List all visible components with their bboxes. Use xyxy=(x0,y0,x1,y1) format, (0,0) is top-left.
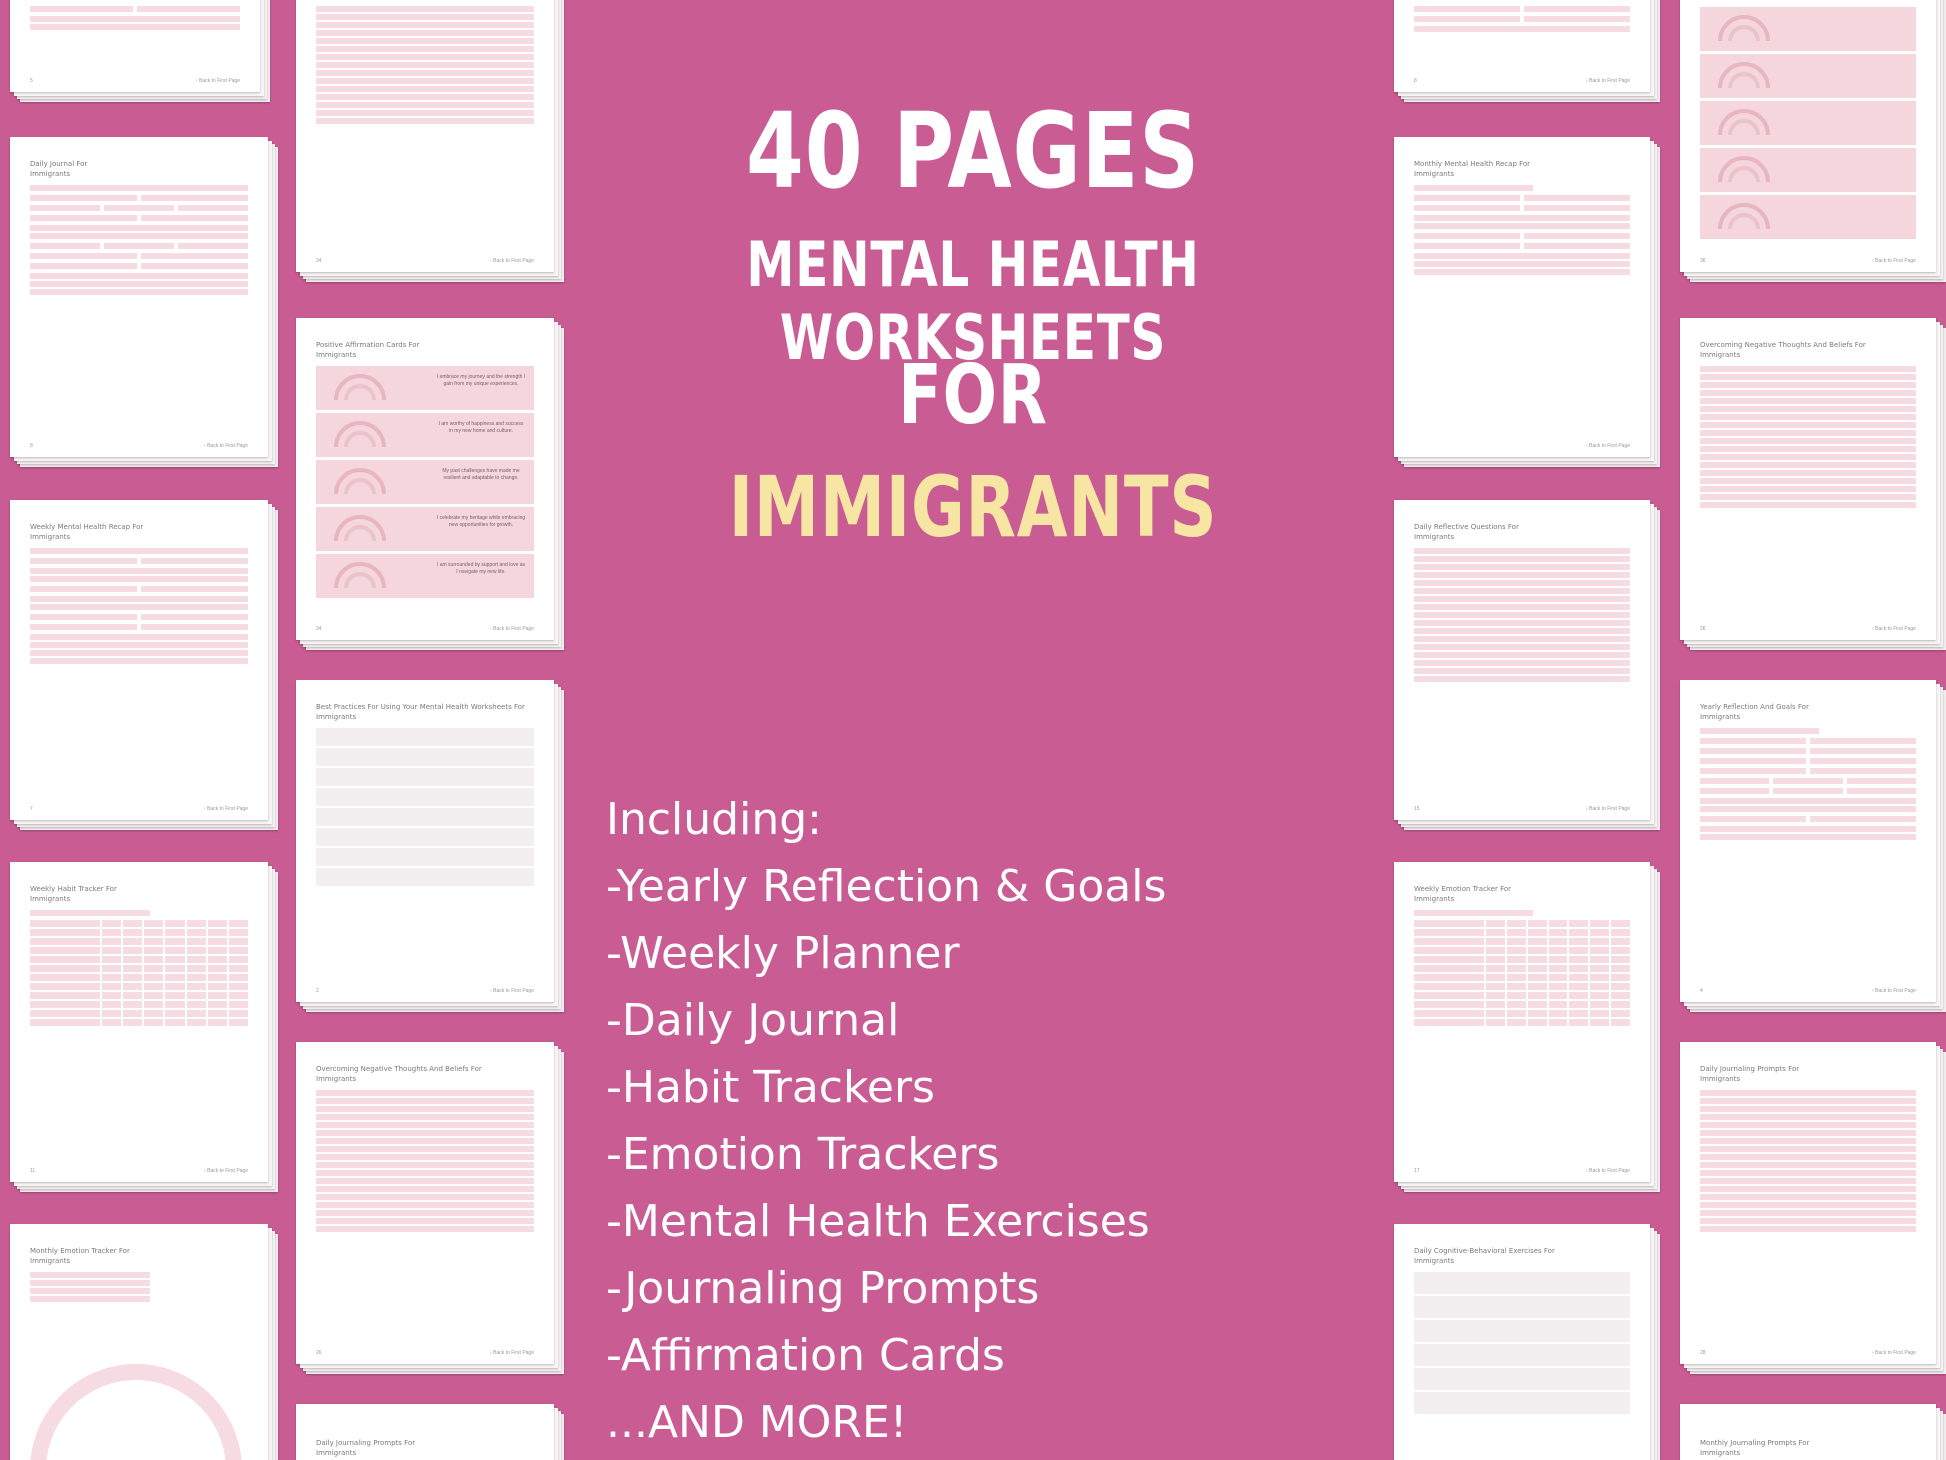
rainbow-icon xyxy=(334,562,386,614)
worksheet-title: Weekly Habit Tracker For Immigrants xyxy=(30,885,117,903)
worksheet-title: Daily Journal For Immigrants xyxy=(30,160,88,178)
worksheet-title: Daily Journaling Prompts For Immigrants xyxy=(1700,1065,1800,1083)
journaling-prompts-page xyxy=(296,1404,554,1460)
worksheet-stack xyxy=(1680,0,1936,272)
worksheet-stack xyxy=(296,1042,554,1364)
emotion-grid xyxy=(1414,920,1630,1026)
weekly-emotion-tracker-page: Weekly Emotion Tracker For Immigrants 17 ‹ Back to First Page xyxy=(1394,862,1650,1182)
list-item: -Emotion Trackers xyxy=(606,1129,1000,1180)
list-item: -Weekly Planner xyxy=(606,928,960,979)
for-label: FOR xyxy=(898,348,1048,443)
worksheet-title: Daily Cognitive-Behavioral Exercises For Immigrants xyxy=(1414,1247,1555,1265)
worksheet-stack xyxy=(1680,1042,1936,1364)
affirmation-card xyxy=(1700,148,1916,192)
list-item: -Journaling Prompts xyxy=(606,1263,1040,1314)
worksheet-stack xyxy=(1680,318,1936,640)
worksheet-stack xyxy=(10,1224,268,1460)
affirmation-card: I celebrate my heritage while embracing new opportunities for growth. xyxy=(316,507,534,551)
worksheet-title: Monthly Emotion Tracker For Immigrants xyxy=(30,1247,130,1265)
list-item: -Habit Trackers xyxy=(606,1062,935,1113)
affirmation-card xyxy=(1700,101,1916,145)
worksheet-stack xyxy=(296,680,554,1002)
affirmation-cards-page: 36 ‹ Back to First Page xyxy=(1680,0,1936,272)
worksheet-title: Positive Affirmation Cards For Immigrants xyxy=(316,341,420,359)
cbt-exercises-page xyxy=(1394,1224,1650,1460)
list-item: -Mental Health Exercises xyxy=(606,1196,1150,1247)
best-practices-page: Best Practices For Using Your Mental Health Worksheets For Immigrants 2 ‹ Back to First Page xyxy=(296,680,554,1002)
worksheet-page: 5 ‹ Back to First Page xyxy=(10,0,260,92)
includes-heading: Including: xyxy=(606,794,822,845)
worksheet-title: Daily Reflective Questions For Immigrants xyxy=(1414,523,1519,541)
affirmation-card: I am worthy of happiness and success in my new home and culture. xyxy=(316,413,534,457)
affirmation-card: I am surrounded by support and love as I navigate my new life. xyxy=(316,554,534,598)
list-item: -Yearly Reflection & Goals xyxy=(606,861,1167,912)
worksheet-stack xyxy=(296,1404,554,1460)
emotion-tracker-page xyxy=(10,1224,268,1460)
worksheet-stack xyxy=(296,0,554,272)
worksheet-stack xyxy=(1394,500,1650,820)
affirmation-card: I embrace my journey and the strength I gain from my unique experiences. xyxy=(316,366,534,410)
affirmation-card: My past challenges have made me resilient and adaptable to change. xyxy=(316,460,534,504)
worksheet-stack xyxy=(296,318,554,640)
worksheet-stack xyxy=(10,862,268,1182)
and-more-label: ...AND MORE! xyxy=(606,1397,908,1448)
negative-thoughts-page: Overcoming Negative Thoughts And Beliefs For Immigrants 26 ‹ Back to First Page xyxy=(296,1042,554,1364)
worksheet-stack xyxy=(1680,680,1936,1002)
habit-grid xyxy=(30,920,248,1026)
affirmation-card xyxy=(1700,7,1916,51)
worksheet-page: 34 ‹ Back to First Page xyxy=(296,0,554,272)
worksheet-title: Overcoming Negative Thoughts And Beliefs For Immigrants xyxy=(316,1065,482,1083)
worksheet-stack xyxy=(10,500,268,820)
habit-tracker-page: Weekly Habit Tracker For Immigrants 11 ‹ Back to First Page xyxy=(10,862,268,1182)
affirmation-cards-page: Positive Affirmation Cards For Immigrants I embrace my journey and the strength I gain from my unique experiences. I am worthy of happiness and success in my new home and culture. My past challenges have made me resilient and adaptable to change. I celebrate my heritage while embracing new opportunities for growth. I am surrounded by support and love as I navigate my new life. 34 ‹ Back to First Page xyxy=(296,318,554,640)
worksheet-stack xyxy=(1394,1224,1650,1460)
worksheet-title: Overcoming Negative Thoughts And Beliefs For Immigrants xyxy=(1700,341,1866,359)
monthly-prompts-page xyxy=(1680,1404,1936,1460)
worksheet-stack xyxy=(1394,137,1650,457)
worksheet-page: 8 ‹ Back to First Page xyxy=(1394,0,1650,92)
worksheet-title: Monthly Journaling Prompts For Immigrants xyxy=(1700,1439,1810,1457)
worksheet-title: Daily Journaling Prompts For Immigrants xyxy=(316,1439,416,1457)
worksheet-title: Yearly Reflection And Goals For Immigrants xyxy=(1700,703,1809,721)
weekly-recap-page: Weekly Mental Health Recap For Immigrants 7 ‹ Back to First Page xyxy=(10,500,268,820)
worksheet-stack xyxy=(1394,862,1650,1182)
yearly-reflection-page: Yearly Reflection And Goals For Immigrants 4 ‹ Back to First Page xyxy=(1680,680,1936,1002)
worksheet-stack xyxy=(10,0,260,92)
worksheet-title: Monthly Mental Health Recap For Immigrants xyxy=(1414,160,1531,178)
worksheet-title: Weekly Mental Health Recap For Immigrants xyxy=(30,523,144,541)
page-count-heading: 40 PAGES xyxy=(746,90,1200,212)
rainbow-icon xyxy=(1718,203,1770,255)
list-item: -Affirmation Cards xyxy=(606,1330,1005,1381)
list-item: -Daily Journal xyxy=(606,995,900,1046)
negative-thoughts-page: Overcoming Negative Thoughts And Beliefs For Immigrants 26 ‹ Back to First Page xyxy=(1680,318,1936,640)
worksheet-stack xyxy=(10,137,268,457)
worksheet-stack xyxy=(1680,1404,1936,1460)
monthly-recap-page: Monthly Mental Health Recap For Immigrants ‹ Back to First Page xyxy=(1394,137,1650,457)
worksheet-title: Weekly Emotion Tracker For Immigrants xyxy=(1414,885,1512,903)
worksheet-stack xyxy=(1394,0,1650,92)
reflective-questions-page: Daily Reflective Questions For Immigrants 15 ‹ Back to First Page xyxy=(1394,500,1650,820)
includes-list xyxy=(606,786,1346,1456)
affirmation-card xyxy=(1700,195,1916,239)
journaling-prompts-page: Daily Journaling Prompts For Immigrants 28 ‹ Back to First Page xyxy=(1680,1042,1936,1364)
center-panel xyxy=(560,0,1386,1460)
product-title: MENTAL HEALTH WORKSHEETS xyxy=(746,228,1200,374)
daily-journal-page: Daily Journal For Immigrants 8 ‹ Back to First Page xyxy=(10,137,268,457)
affirmation-card xyxy=(1700,54,1916,98)
worksheet-title: Best Practices For Using Your Mental Health Worksheets For Immigrants xyxy=(316,703,525,721)
audience-title: IMMIGRANTS xyxy=(728,458,1218,556)
